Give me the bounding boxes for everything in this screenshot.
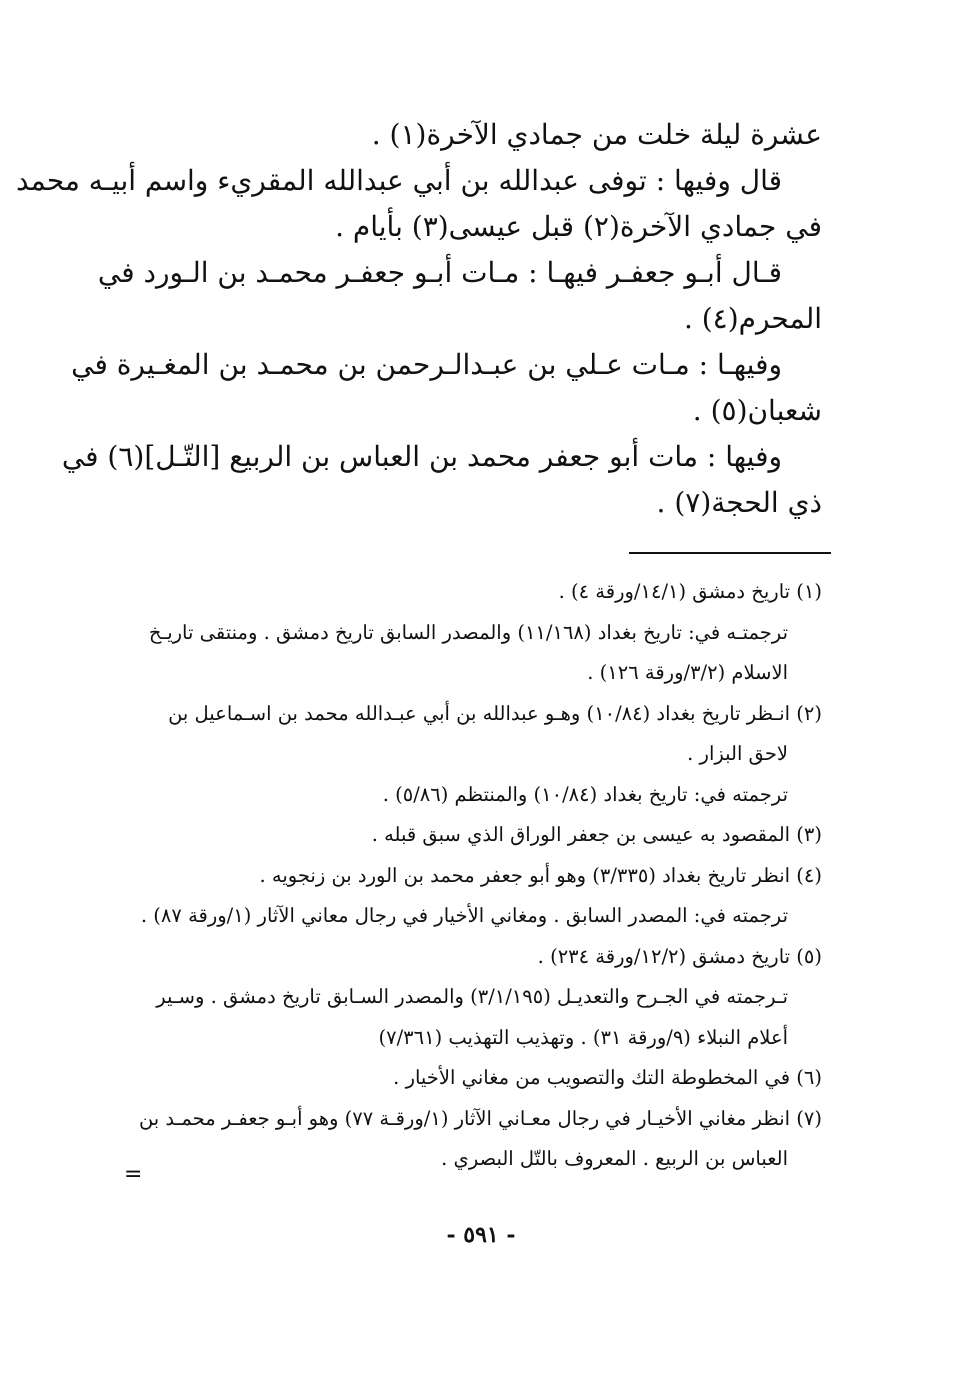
footnote-line: (٣) المقصود به عيسى بن جعفر الوراق الذي سبق قبله .	[371, 823, 822, 846]
footnote-separator	[629, 552, 831, 554]
footnote-line: الاسلام (٣/٢/ورقة ١٢٦) .	[587, 661, 788, 684]
footnote-line: (٥) تاريخ دمشق (١٢/٢/ورقة ٢٣٤) .	[537, 944, 822, 968]
main-line: شعبان(٥) .	[692, 394, 822, 427]
footnote-line: (٢) انـظر تاريخ بغداد (١٠/٨٤) وهـو عبدالله بن أبي عبـدالله محمد بن اسـماعيل بن	[168, 701, 822, 725]
footnote-line: (١) تاريخ دمشق (١٤/١/ورقة ٤) .	[558, 580, 822, 603]
footnote-line: ترجمته في: تاريخ بغداد (١٠/٨٤) والمنتظم (٥/٨٦) .	[382, 782, 788, 806]
footnote-line: لاحق البزار .	[687, 742, 788, 765]
page-number: - ٥٩١ -	[446, 1222, 516, 1248]
footnote-line: (٦) في المخطوطة التك والتصويب من مغاني الأخيار .	[393, 1066, 822, 1089]
main-line: قـال أبـو جعفـر فيهـا : مـات أبـو جعفـر محمـد بن الـورد في	[97, 256, 782, 289]
footnote-line: ترجمتـه في: تاريخ بغداد (١١/١٦٨) والمصدر السابق تاريخ دمشق . ومنتقى تاريـخ	[148, 620, 788, 644]
main-line: وفيها : مات أبو جعفر محمد بن العباس بن الربيع [التّـل](٦) في	[61, 440, 782, 473]
footnote-line: تـرجمته في الجـرح والتعديـل (٣/١/١٩٥) والمصدر السـابق تاريخ دمشق . وسـير	[156, 985, 788, 1008]
main-line: عشرة ليلة خلت من جمادي الآخرة(١) .	[371, 118, 822, 151]
main-line: وفيهـا : مـات عـلي بن عبـدالـرحمن بن محمـد بن المغـيرة في	[71, 348, 782, 381]
main-line: قال وفيها : توفى عبدالله بن أبي عبدالله المقريء واسم أبيـه محمد	[15, 164, 782, 197]
footnote-line: ترجمته في: المصدر السابق . ومغاني الأخيار في رجال معاني الآثار (١/ورقة ٨٧) .	[140, 904, 788, 927]
main-line: ذي الحجة(٧) .	[656, 486, 822, 519]
footnote-line: (٤) انظر تاريخ بغداد (٣/٣٣٥) وهو أبو جعفر محمد بن الورد بن زنجويه .	[259, 863, 822, 887]
main-line: في جمادي الآخرة(٢) قبل عيسى(٣) بأيام .	[335, 210, 822, 243]
main-text	[15, 112, 822, 526]
footnote-line: أعلام النبلاء (٩/ورقة ٣١) . وتهذيب التهذيب (٧/٣٦١)	[378, 1025, 788, 1049]
footnote-line: (٧) انظر مغاني الأخيـار في رجال معـاني الآثار (١/ورقـة ٧٧) وهو أبـو جعفـر محمـد بن	[138, 1106, 822, 1130]
main-line: المحرم(٤) .	[683, 302, 822, 335]
footnote-line: العباس بن الربيع . المعروف بالتّل البصري .	[441, 1147, 788, 1170]
footnotes	[128, 572, 822, 1180]
continuation-mark: =	[124, 1162, 143, 1187]
